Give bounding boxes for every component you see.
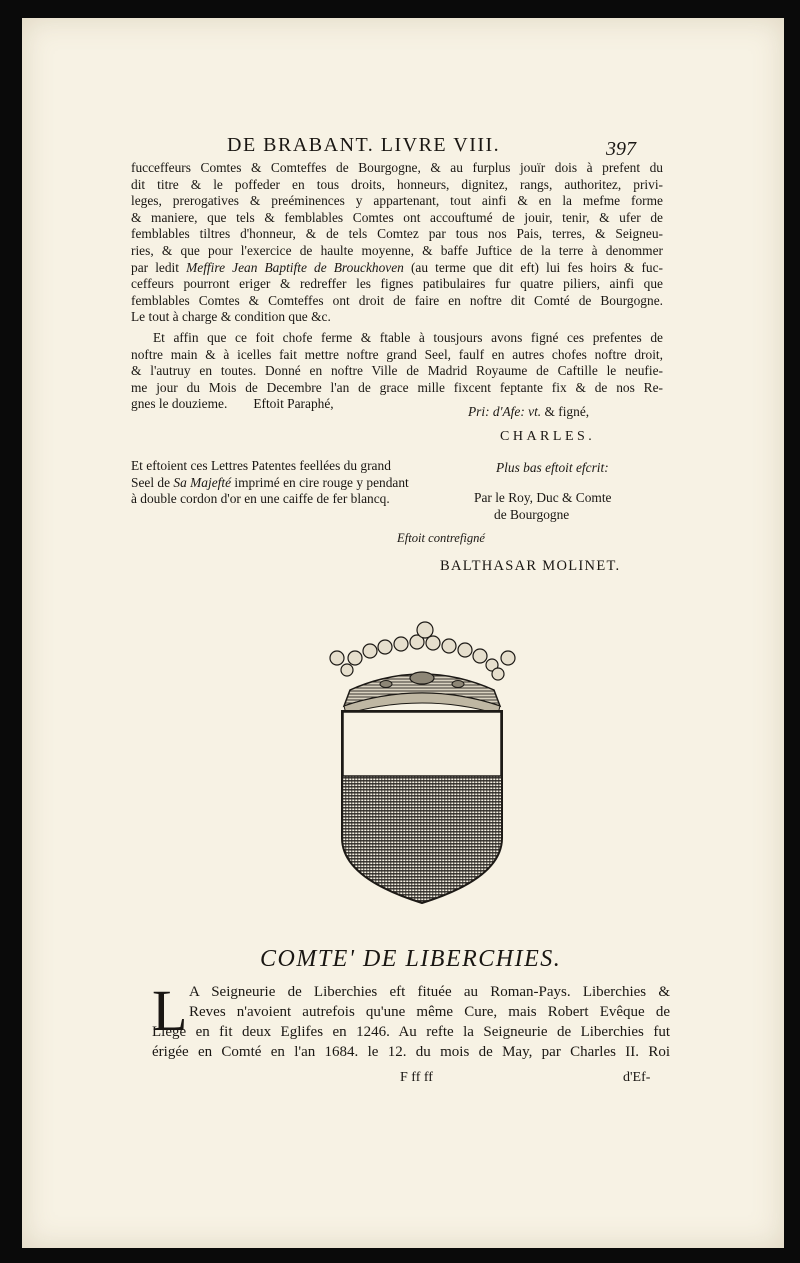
text-line: Le tout à charge & condition que &c. [131, 309, 331, 325]
text-line: & maniere, que tels & femblables Comtes ont accouftumé de jouir, tenir, & ufer de [131, 209, 663, 225]
paraphe-abbrev: Pri: d'Afe: vt. [468, 404, 542, 419]
running-header: DE BRABANT. LIVRE VIII. [227, 134, 501, 156]
coronet-pearls [330, 622, 515, 680]
text-line: ries, & que pour l'exercice de haulte moyenne, & baffe Juftice de la terre à denommer [131, 242, 663, 258]
text-line: & l'autruy en toutes. Donné en noftre Ville de Madrid Royaume de Caftille le neufie- [131, 363, 663, 379]
text-line: ceffeurs pourront eriger & redreffer les fignes patibulaires fur quatre piliers, ainfi que [131, 276, 663, 292]
paragraph-letters-patent [131, 160, 663, 326]
signature-molinet: BALTHASAR MOLINET. [440, 558, 621, 574]
signature-charles: CHARLES. [500, 429, 596, 444]
catchword: d'Ef- [623, 1070, 651, 1085]
text-line: femblables tiltres d'honneur, & de tels Comtez par tous nos Pais, terres, & Seigneu- [131, 226, 663, 242]
text-line: dit titre & le poffeder en tous droits, honneurs, dignitez, rangs, authoritez, privi- [131, 176, 663, 192]
text-run: gnes le douzieme. [131, 396, 228, 412]
text-line: noftre main & à icelles fait mettre noftre grand Seel, faulf en autres chofes noftre droit, [131, 346, 663, 362]
text-line: fucceffeurs Comtes & Comteffes de Bourgogne, & au furplus jouïr dois à prefent du [131, 160, 663, 175]
text-line: Liege en fit deux Eglifes en 1246. Au refte la Seigneurie de Liberchies fut [152, 1024, 670, 1040]
text-run: & figné, [541, 404, 590, 419]
plus-bas-note: Plus bas eftoit efcrit: [496, 460, 609, 475]
seal-description [131, 458, 461, 508]
text-line: femblables Comtes & Comteffes ont droit de faire en noftre dit Comté de Bourgogne. [131, 292, 663, 308]
text-run: Seel de [131, 474, 174, 490]
section-title: COMTE' DE LIBERCHIES. [260, 946, 562, 972]
text-line: Et affin que ce foit chofe ferme & ftable à tousjours avons figné ces prefentes de [153, 330, 663, 345]
par-le-roy [474, 490, 611, 523]
paragraph-liberchies [152, 978, 670, 1062]
countersigned-note: Eftoit contrefigné [397, 531, 486, 545]
text-run: (au terme que dit eft) lui fes hoirs & fuc- [403, 259, 663, 275]
paraphe-line [468, 404, 589, 420]
paragraph-signing [131, 330, 663, 413]
text-line: me jour du Mois de Decembre l'an de grace mille fixcent feptante fix & de nos Re- [131, 379, 663, 395]
text-run: Eftoit Paraphé, [253, 396, 334, 412]
majesty-text: Sa Majefté [173, 474, 232, 490]
text-line [131, 475, 461, 492]
text-line: Reves n'avoient autrefois qu'une même Cure, mais Robert Evêque de [189, 1004, 670, 1020]
text-run: imprimé en cire rouge y pendant [231, 474, 409, 490]
text-run: par ledit [131, 259, 187, 275]
text-line: de Bourgogne [494, 506, 570, 522]
drop-cap: L [152, 978, 188, 1043]
text-line: à double cordon d'or en une caiffe de fer blancq. [131, 491, 390, 507]
coronet-shield-icon [312, 618, 532, 918]
text-line [131, 260, 663, 277]
shield-chief [343, 712, 501, 776]
page-number: 397 [606, 138, 636, 160]
signature-mark: F ff ff [400, 1070, 433, 1085]
text-line: A Seigneurie de Liberchies eft fituée au Roman-Pays. Liberchies & [189, 984, 670, 1000]
person-name: Meffire Jean Baptifte de Brouckhoven [186, 259, 404, 275]
text-line: Et eftoient ces Lettres Patentes feellées du grand [131, 458, 391, 473]
text-line: leges, prerogatives & preéminences y appartenant, tout ainfi & en la mefme forme [131, 193, 663, 209]
text-line: érigée en Comté en l'an 1684. le 12. du mois de May, par Charles II. Roi [152, 1044, 670, 1060]
text-line: Par le Roy, Duc & Comte [474, 490, 612, 505]
page-sheet [22, 18, 784, 1248]
